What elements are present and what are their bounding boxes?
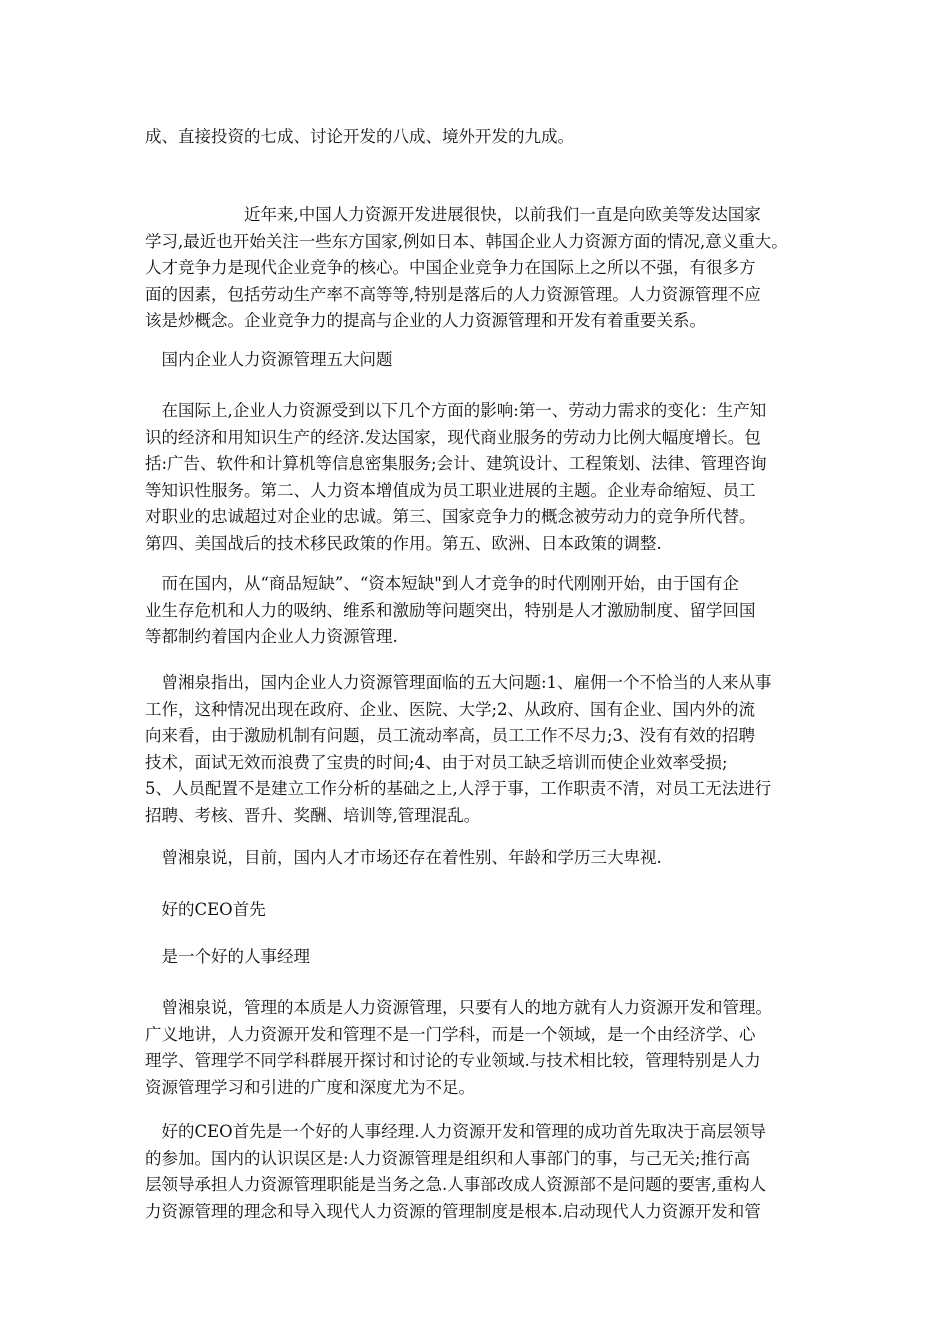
text-line: 括:广告、软件和计算机等信息密集服务;会计、建筑设计、工程策划、法律、管理咨询 bbox=[145, 454, 767, 473]
paragraph-five-problems bbox=[145, 670, 825, 829]
paragraph-intro-tail bbox=[145, 124, 825, 151]
text-line: 曾湘泉说，管理的本质是人力资源管理，只要有人的地方就有人力资源开发和管理。 bbox=[145, 998, 772, 1017]
section-heading-five-problems bbox=[145, 347, 825, 374]
text-line: 理学、管理学不同学科群展开探讨和讨论的专业领域.与技术相比较，管理特别是人力 bbox=[145, 1051, 761, 1070]
text-line: 好的CEO首先 bbox=[145, 900, 266, 919]
text-line: 面的因素，包括劳动生产率不高等等,特别是落后的人力资源管理。人力资源管理不应 bbox=[145, 284, 761, 304]
text-line: 该是炒概念。企业竞争力的提高与企业的人力资源管理和开发有着重要关系。 bbox=[145, 311, 706, 330]
paragraph-management-essence bbox=[145, 995, 825, 1101]
text-line: 向来看，由于激励机制有问题，员工流动率高，员工工作不尽力;3、没有有效的招聘 bbox=[145, 726, 756, 745]
paragraph-domestic bbox=[145, 571, 825, 651]
text-line: 近年来,中国人力资源开发进展很快，以前我们一直是向欧美等发达国家 bbox=[145, 205, 761, 224]
paragraph-good-ceo bbox=[145, 1119, 825, 1225]
text-line: 的参加。国内的认识误区是:人力资源管理是组织和人事部门的事，与己无关;推行高 bbox=[145, 1148, 751, 1168]
text-line: 广义地讲，人力资源开发和管理不是一门学科，而是一个领域，是一个由经济学、心 bbox=[145, 1024, 756, 1044]
text-line: 识的经济和用知识生产的经济.发达国家，现代商业服务的劳动力比例大幅度增长。包 bbox=[145, 427, 761, 447]
text-line: 业生存危机和人力的吸纳、维系和激励等问题突出，特别是人才激励制度、留学回国 bbox=[145, 600, 756, 620]
paragraph-international bbox=[145, 398, 825, 557]
paragraph-overview bbox=[145, 202, 825, 335]
text-line: 学习,最近也开始关注一些东方国家,例如日本、韩国企业人力资源方面的情况,意义重大。 bbox=[145, 231, 788, 251]
text-line: 5、人员配置不是建立工作分析的基础之上,人浮于事，工作职责不清，对员工无法进行 bbox=[145, 779, 772, 798]
section-heading-ceo bbox=[145, 897, 825, 924]
text-line: 等都制约着国内企业人力资源管理. bbox=[145, 627, 398, 646]
text-line: 技术，面试无效而浪费了宝贵的时间;4、由于对员工缺乏培训而使企业效率受损; bbox=[145, 752, 728, 772]
text-line: 工作，这种情况出现在政府、企业、医院、大学;2、从政府、国有企业、国内外的流 bbox=[145, 699, 756, 719]
text-line: 招聘、考核、晋升、奖酬、培训等,管理混乱。 bbox=[145, 805, 481, 825]
text-line: 人才竞争力是现代企业竞争的核心。中国企业竞争力在国际上之所以不强，有很多方 bbox=[145, 258, 756, 277]
text-line: 第四、美国战后的技术移民政策的作用。第五、欧洲、日本政策的调整. bbox=[145, 533, 662, 553]
text-line: 力资源管理的理念和导入现代人力资源的管理制度是根本.启动现代人力资源开发和管 bbox=[145, 1201, 761, 1221]
paragraph-discrimination bbox=[145, 845, 825, 872]
text-line: 层领导承担人力资源管理职能是当务之急.人事部改成人资源部不是问题的要害,重构人 bbox=[145, 1175, 766, 1194]
text-line: 曾湘泉说，目前，国内人才市场还存在着性别、年龄和学历三大卑视. bbox=[145, 848, 662, 867]
text-line: 好的CEO首先是一个好的人事经理.人力资源开发和管理的成功首先取决于高层领导 bbox=[145, 1122, 766, 1141]
text-line: 对职业的忠诚超过对企业的忠诚。第三、国家竞争力的概念被劳动力的竞争所代替。 bbox=[145, 507, 756, 526]
text-line: 曾湘泉指出，国内企业人力资源管理面临的五大问题:1、雇佣一个不恰当的人来从事 bbox=[145, 673, 772, 692]
text-line: 成、直接投资的七成、讨论开发的八成、境外开发的九成。 bbox=[145, 127, 574, 146]
text-line: 在国际上,企业人力资源受到以下几个方面的影响:第一、劳动力需求的变化：生产知 bbox=[145, 401, 767, 420]
text-line: 资源管理学习和引进的广度和深度尤为不足。 bbox=[145, 1077, 475, 1097]
text-line: 是一个好的人事经理 bbox=[145, 947, 310, 966]
text-line: 国内企业人力资源管理五大问题 bbox=[145, 350, 393, 369]
text-line: 等知识性服务。第二、人力资本增值成为员工职业进展的主题。企业寿命缩短、员工 bbox=[145, 480, 756, 500]
section-subheading-hr-manager bbox=[145, 944, 825, 971]
text-line: 而在国内，从“商品短缺”、“资本短缺"到人才竞争的时代刚刚开始，由于国有企 bbox=[145, 574, 739, 593]
